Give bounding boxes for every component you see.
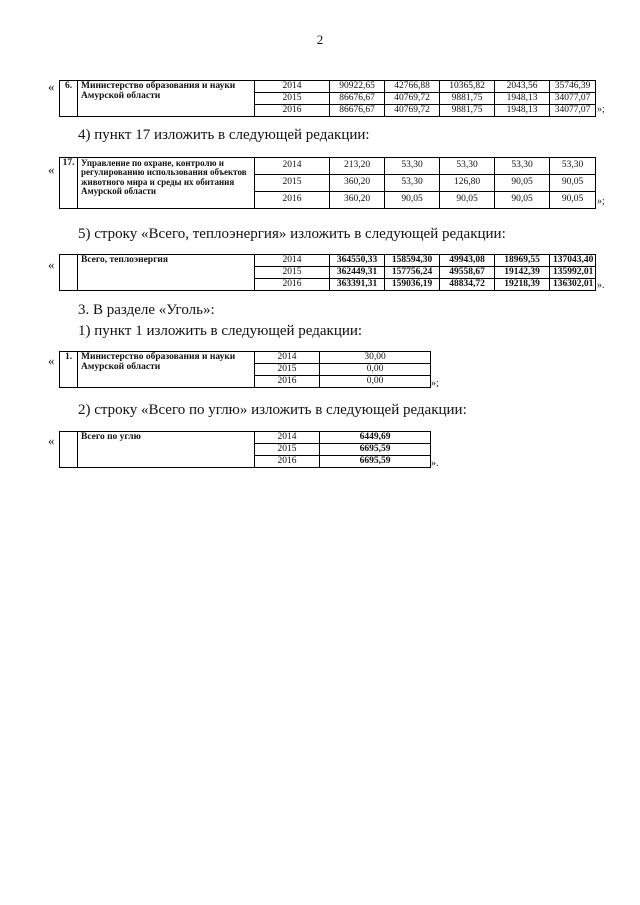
- value-cell: 9881,75: [440, 105, 495, 117]
- value-cell: 6695,59: [320, 444, 431, 456]
- year-cell: 2015: [255, 267, 330, 279]
- row-name: Всего, теплоэнергия: [78, 255, 255, 291]
- table-row: [60, 158, 596, 175]
- row-number: [60, 432, 78, 468]
- year-cell: 2015: [255, 93, 330, 105]
- year-cell: 2014: [255, 432, 320, 444]
- year-cell: 2014: [255, 352, 320, 364]
- close-quote: ».: [431, 458, 439, 469]
- value-cell: 0,00: [320, 364, 431, 376]
- close-quote: »;: [431, 378, 439, 389]
- open-quote: «: [48, 162, 55, 177]
- value-cell: 53,30: [385, 158, 440, 175]
- table-item-17: [59, 157, 596, 209]
- value-cell: 2043,56: [495, 81, 550, 93]
- value-cell: 135992,01: [550, 267, 596, 279]
- value-cell: 53,30: [440, 158, 495, 175]
- value-cell: 90,05: [495, 175, 550, 192]
- value-cell: 34077,07: [550, 93, 596, 105]
- value-cell: 213,20: [330, 158, 385, 175]
- value-cell: 364550,33: [330, 255, 385, 267]
- value-cell: 40769,72: [385, 105, 440, 117]
- value-cell: 1948,13: [495, 105, 550, 117]
- year-cell: 2014: [255, 255, 330, 267]
- value-cell: 19142,39: [495, 267, 550, 279]
- value-cell: 86676,67: [330, 105, 385, 117]
- paragraph-5: 5) строку «Всего, теплоэнергия» изложить в следующей редакции:: [78, 226, 506, 242]
- year-cell: 2016: [255, 456, 320, 468]
- value-cell: 159036,19: [385, 279, 440, 291]
- row-number: 1.: [60, 352, 78, 388]
- value-cell: 53,30: [495, 158, 550, 175]
- row-name: Министерство образования и науки Амурской области: [78, 81, 255, 117]
- value-cell: 49943,08: [440, 255, 495, 267]
- value-cell: 90922,65: [330, 81, 385, 93]
- value-cell: 360,20: [330, 175, 385, 192]
- year-cell: 2015: [255, 444, 320, 456]
- value-cell: 1948,13: [495, 93, 550, 105]
- row-number: 6.: [60, 81, 78, 117]
- table-row: [60, 255, 596, 267]
- year-cell: 2014: [255, 81, 330, 93]
- section-3-heading: 3. В разделе «Уголь»:: [78, 302, 215, 318]
- paragraph-2: 2) строку «Всего по углю» изложить в следующей редакции:: [78, 402, 467, 418]
- value-cell: 40769,72: [385, 93, 440, 105]
- value-cell: 137043,40: [550, 255, 596, 267]
- value-cell: 48834,72: [440, 279, 495, 291]
- open-quote: «: [48, 353, 55, 368]
- value-cell: 90,05: [440, 192, 495, 209]
- value-cell: 126,80: [440, 175, 495, 192]
- value-cell: 136302,01: [550, 279, 596, 291]
- table-item-6: [59, 80, 596, 117]
- value-cell: 6449,69: [320, 432, 431, 444]
- value-cell: 53,30: [550, 158, 596, 175]
- value-cell: 18969,55: [495, 255, 550, 267]
- row-number: [60, 255, 78, 291]
- value-cell: 362449,31: [330, 267, 385, 279]
- value-cell: 90,05: [385, 192, 440, 209]
- table-total-heat: [59, 254, 596, 291]
- year-cell: 2015: [255, 364, 320, 376]
- value-cell: 86676,67: [330, 93, 385, 105]
- value-cell: 6695,59: [320, 456, 431, 468]
- page-number: 2: [316, 32, 324, 47]
- year-cell: 2014: [255, 158, 330, 175]
- value-cell: 360,20: [330, 192, 385, 209]
- row-name: Министерство образования и науки Амурской области: [78, 352, 255, 388]
- table-coal-item-1: [59, 351, 431, 388]
- close-quote: »;: [597, 196, 605, 207]
- value-cell: 9881,75: [440, 93, 495, 105]
- value-cell: 157756,24: [385, 267, 440, 279]
- value-cell: 90,05: [495, 192, 550, 209]
- value-cell: 34077,07: [550, 105, 596, 117]
- value-cell: 53,30: [385, 175, 440, 192]
- year-cell: 2016: [255, 376, 320, 388]
- table-total-coal: [59, 431, 431, 468]
- value-cell: 10365,82: [440, 81, 495, 93]
- value-cell: 30,00: [320, 352, 431, 364]
- year-cell: 2016: [255, 279, 330, 291]
- value-cell: 90,05: [550, 175, 596, 192]
- value-cell: 49558,67: [440, 267, 495, 279]
- row-name: Всего по углю: [78, 432, 255, 468]
- year-cell: 2016: [255, 192, 330, 209]
- paragraph-1: 1) пункт 1 изложить в следующей редакции:: [78, 323, 363, 339]
- row-name: Управление по охране, контролю и регулированию использования объектов животного мира и среды их обитания Амурской области: [78, 158, 255, 209]
- open-quote: «: [48, 433, 55, 448]
- value-cell: 158594,30: [385, 255, 440, 267]
- open-quote: «: [48, 79, 55, 94]
- year-cell: 2016: [255, 105, 330, 117]
- value-cell: 363391,31: [330, 279, 385, 291]
- value-cell: 0,00: [320, 376, 431, 388]
- value-cell: 90,05: [550, 192, 596, 209]
- table-row: [60, 352, 431, 364]
- value-cell: 35746,39: [550, 81, 596, 93]
- table-row: [60, 432, 431, 444]
- close-quote: »;: [597, 104, 605, 115]
- value-cell: 42766,88: [385, 81, 440, 93]
- row-number: 17.: [60, 158, 78, 209]
- value-cell: 19218,39: [495, 279, 550, 291]
- open-quote: «: [48, 257, 55, 272]
- year-cell: 2015: [255, 175, 330, 192]
- table-row: [60, 81, 596, 93]
- paragraph-4: 4) пункт 17 изложить в следующей редакции:: [78, 127, 370, 143]
- close-quote: ».: [597, 280, 605, 291]
